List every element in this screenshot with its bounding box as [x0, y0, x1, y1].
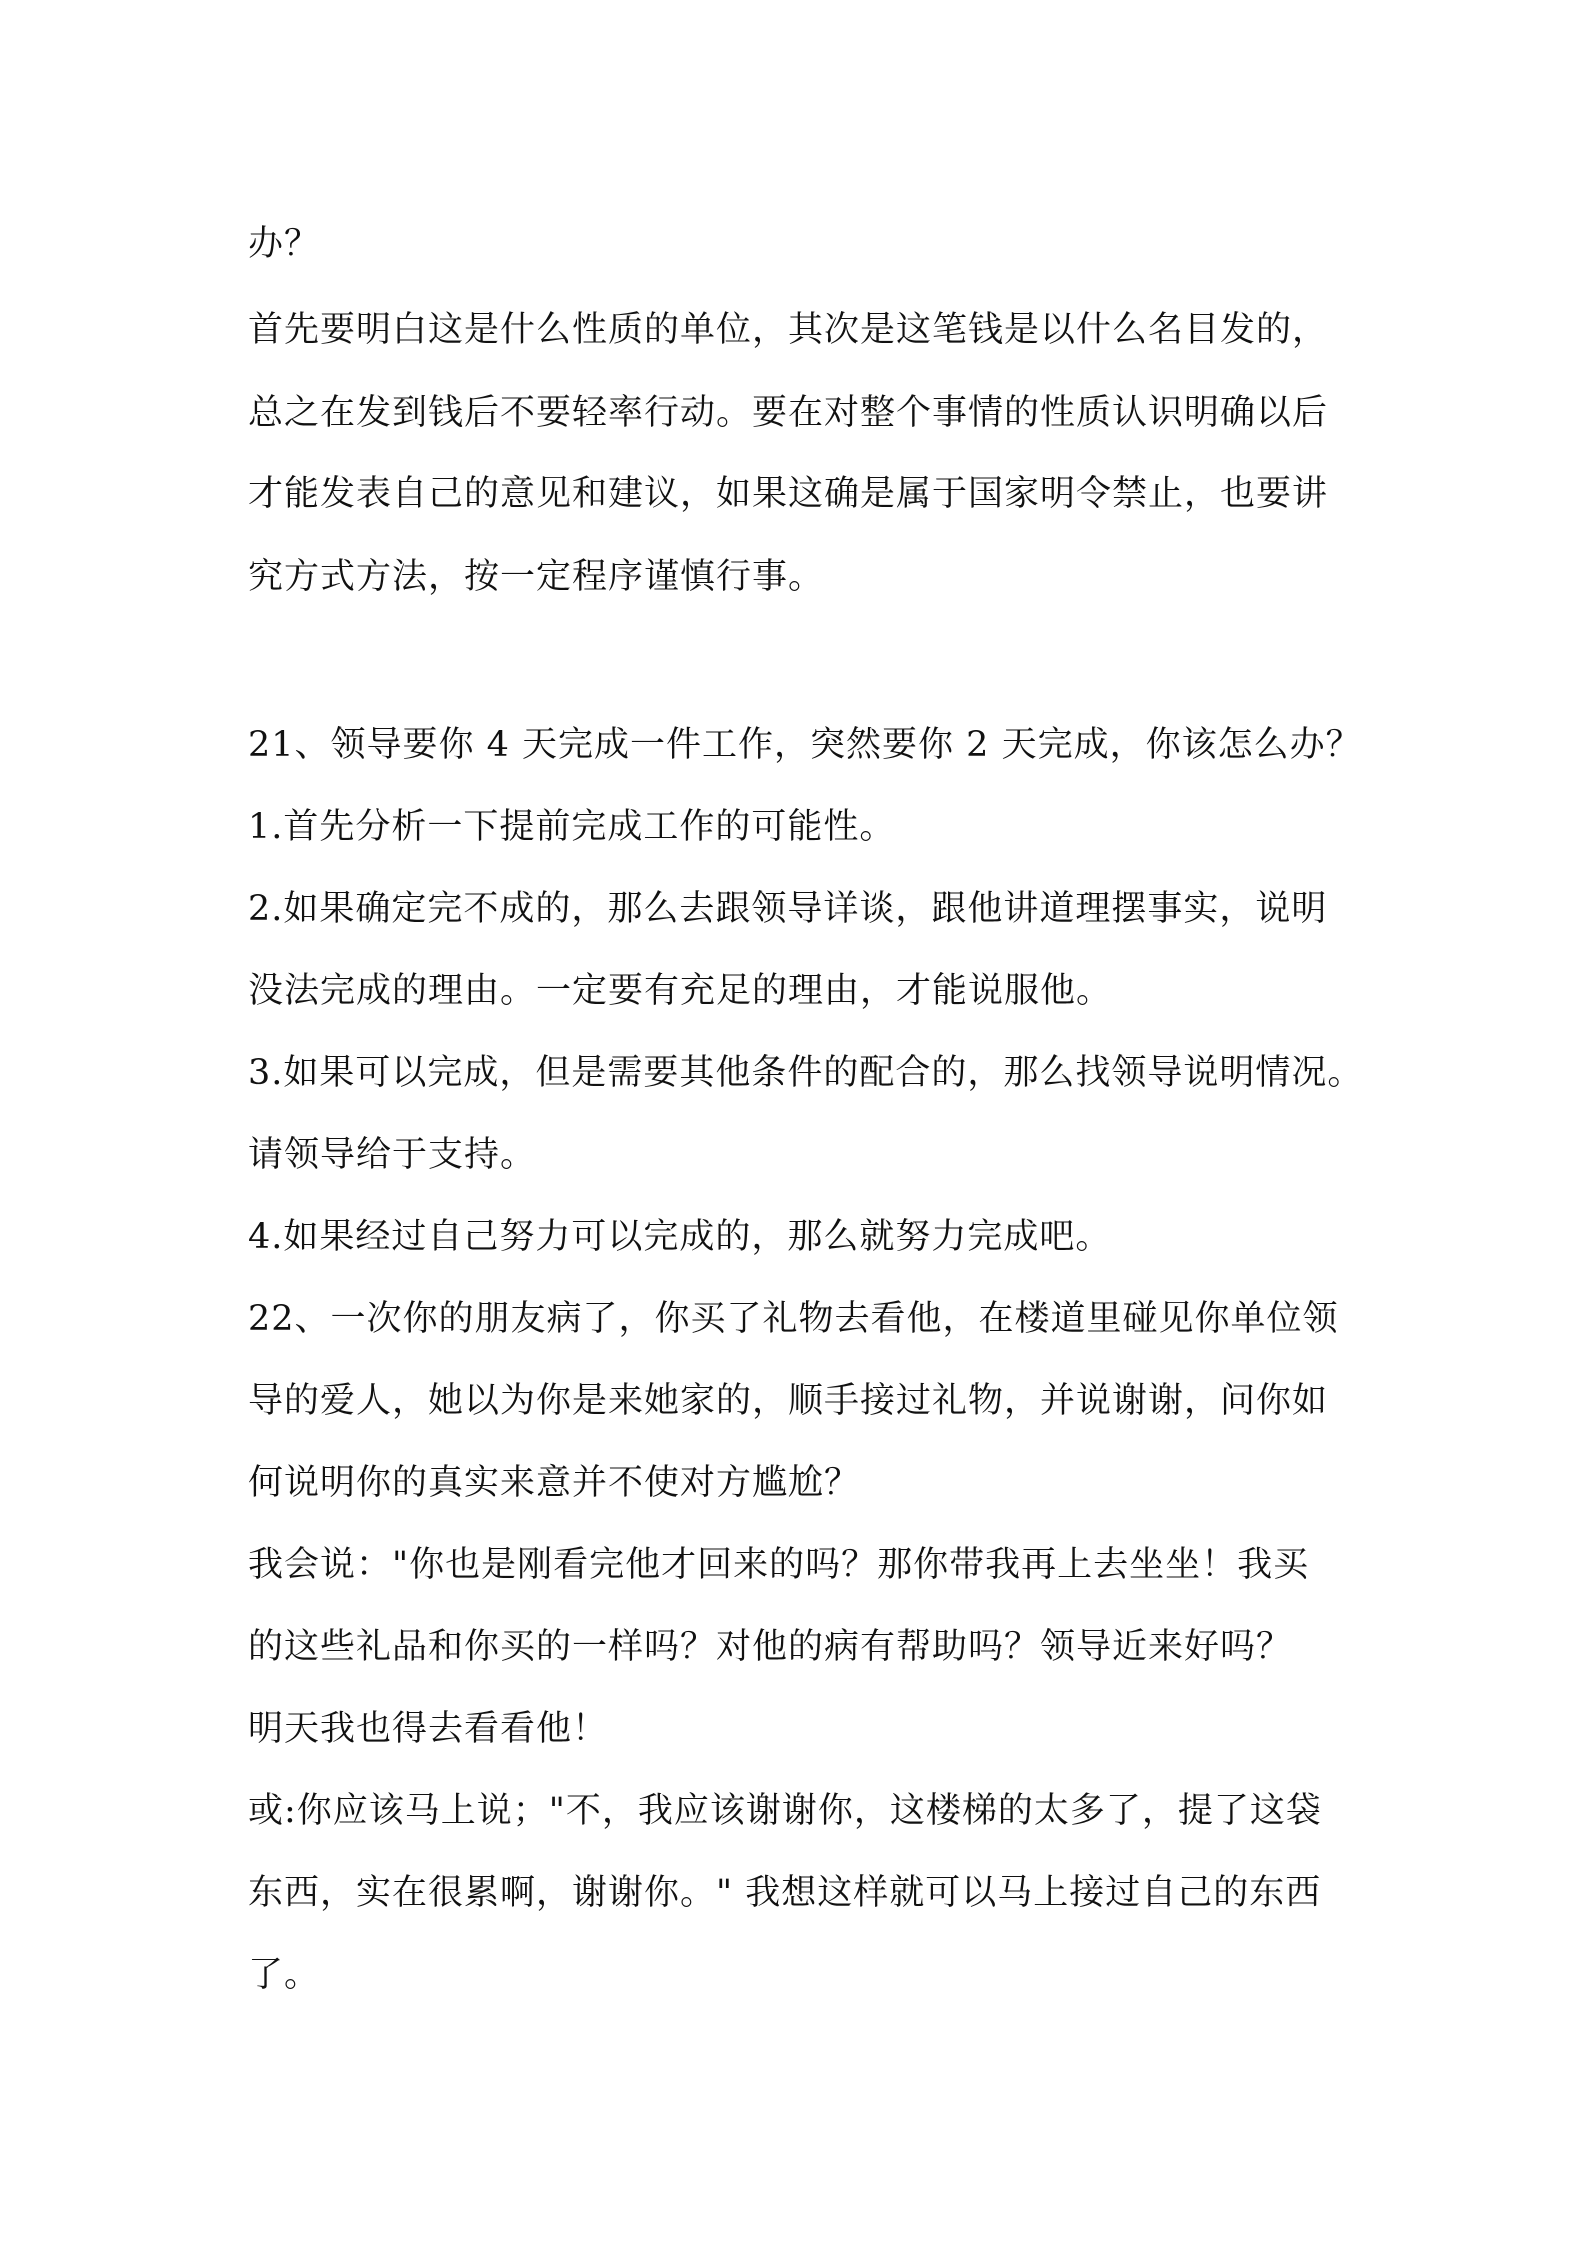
question-21: 21、领导要你 4 天完成一件工作，突然要你 2 天完成，你该怎么办？: [248, 725, 1362, 765]
text-line: 或:你应该马上说；"不，我应该谢谢你，这楼梯的太多了，提了这袋: [248, 1791, 1322, 1831]
text-line: 何说明你的真实来意并不使对方尴尬？: [248, 1463, 861, 1503]
text-line: 总之在发到钱后不要轻率行动。要在对整个事情的性质认识明确以后: [248, 393, 1329, 433]
text-line: 的这些礼品和你买的一样吗？对他的病有帮助吗？领导近来好吗？: [248, 1627, 1293, 1667]
text-line: 了。: [248, 1955, 321, 1995]
text-line: 首先要明白这是什么性质的单位，其次是这笔钱是以什么名目发的，: [248, 310, 1329, 350]
text-line: 我会说："你也是刚看完他才回来的吗？那你带我再上去坐坐！我买: [248, 1545, 1310, 1585]
text-line: 办？: [248, 224, 321, 264]
text-line: 东西，实在很累啊，谢谢你。" 我想这样就可以马上接过自己的东西: [248, 1873, 1322, 1913]
text-line: 究方式方法，按一定程序谨慎行事。: [248, 557, 825, 597]
question-22: 22、一次你的朋友病了，你买了礼物去看他，在楼道里碰见你单位领: [248, 1299, 1339, 1339]
text-line: 才能发表自己的意见和建议，如果这确是属于国家明令禁止，也要讲: [248, 474, 1329, 514]
text-line: 2.如果确定完不成的，那么去跟领导详谈，跟他讲道理摆事实，说明: [248, 889, 1328, 929]
text-line: 请领导给于支持。: [248, 1135, 537, 1175]
text-line: 1.首先分析一下提前完成工作的可能性。: [248, 807, 896, 847]
text-line: 明天我也得去看看他！: [248, 1709, 609, 1749]
text-line: 3.如果可以完成，但是需要其他条件的配合的，那么找领导说明情况。: [248, 1053, 1364, 1093]
text-line: 4.如果经过自己努力可以完成的，那么就努力完成吧。: [248, 1217, 1112, 1257]
text-line: 导的爱人，她以为你是来她家的，顺手接过礼物，并说谢谢，问你如: [248, 1381, 1329, 1421]
text-line: 没法完成的理由。一定要有充足的理由，才能说服他。: [248, 971, 1113, 1011]
